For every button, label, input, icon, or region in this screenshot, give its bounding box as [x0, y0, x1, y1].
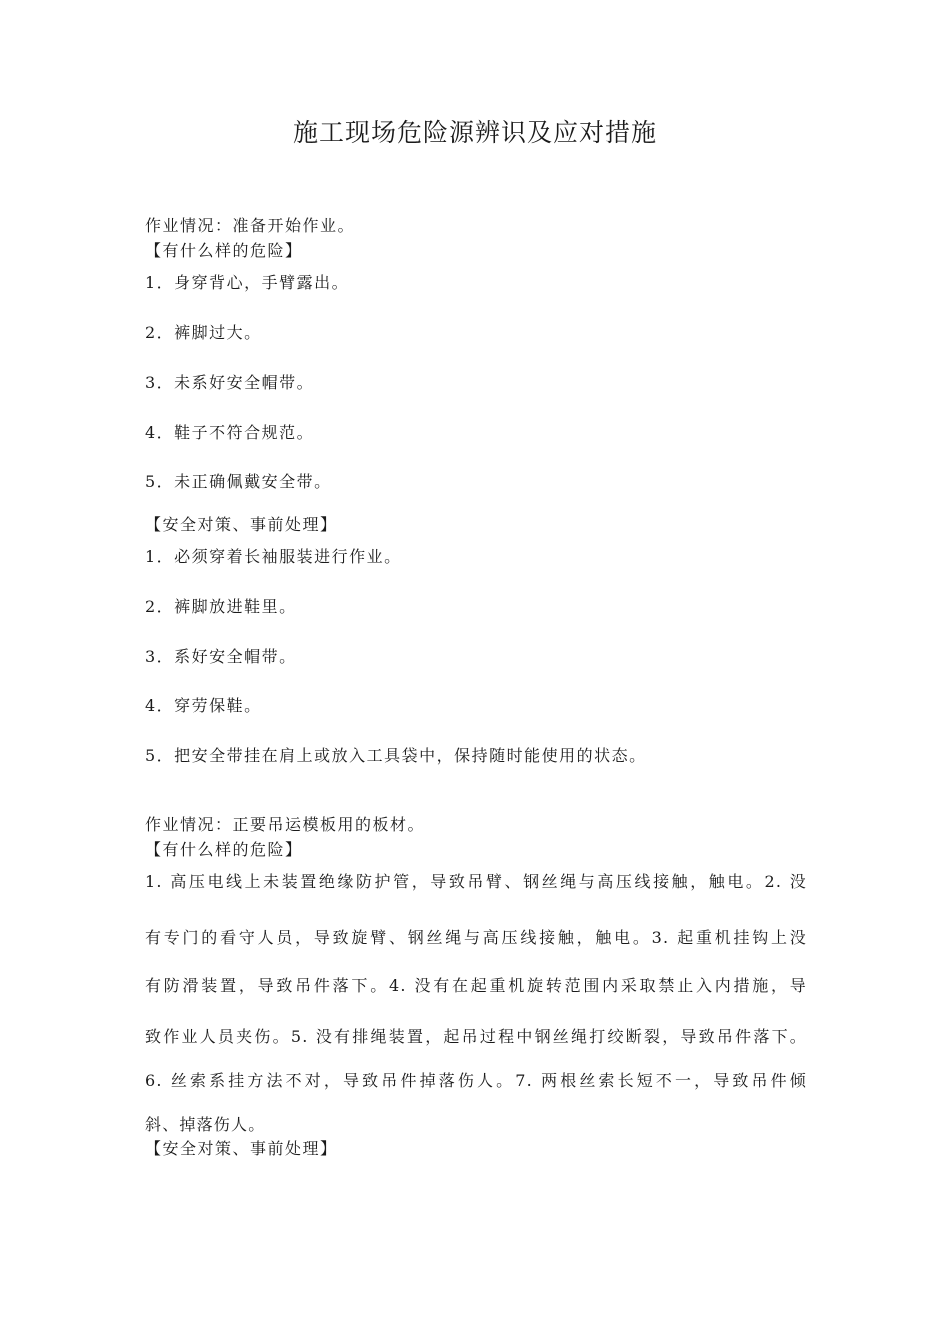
section2-situation: 作业情况：正要吊运模板用的板材。 [145, 815, 426, 834]
section1-measure-item: 5．把安全带挂在肩上或放入工具袋中，保持随时能使用的状态。 [145, 746, 647, 765]
section1-hazard-item: 5．未正确佩戴安全带。 [145, 472, 332, 491]
section2-hazards-paragraph [145, 870, 807, 1140]
section1-measure-item: 1．必须穿着长袖服装进行作业。 [145, 547, 402, 566]
section1-hazard-item: 3．未系好安全帽带。 [145, 373, 315, 392]
section1-hazard-item: 2．裤脚过大。 [145, 323, 262, 342]
section2-hazards-line: 致作业人员夹伤。5. 没有排绳装置，起吊过程中钢丝绳打绞断裂，导致吊件落下。 [145, 1027, 807, 1046]
section1-measure-item: 2．裤脚放进鞋里。 [145, 597, 297, 616]
section1-measures-heading: 【安全对策、事前处理】 [145, 515, 338, 534]
section1-measure-item: 3．系好安全帽带。 [145, 647, 297, 666]
section2-hazards-heading: 【有什么样的危险】 [145, 840, 303, 859]
section1-hazard-item: 1．身穿背心，手臂露出。 [145, 273, 350, 292]
section2-hazards-line: 1. 高压电线上未装置绝缘防护管，导致吊臂、钢丝绳与高压线接触，触电。2. 没 [145, 872, 807, 891]
section1-hazards-heading: 【有什么样的危险】 [145, 241, 303, 260]
section1-hazard-item: 4．鞋子不符合规范。 [145, 423, 315, 442]
section2-hazards-line: 有专门的看守人员，导致旋臂、钢丝绳与高压线接触，触电。3. 起重机挂钩上没 [145, 928, 807, 947]
document-title: 施工现场危险源辨识及应对措施 [292, 118, 657, 147]
section2-hazards-line: 斜、掉落伤人。 [145, 1115, 266, 1134]
section1-situation: 作业情况：准备开始作业。 [145, 216, 356, 235]
section1-measure-item: 4．穿劳保鞋。 [145, 696, 262, 715]
section2-hazards-line: 6. 丝索系挂方法不对，导致吊件掉落伤人。7. 两根丝索长短不一，导致吊件倾 [145, 1071, 807, 1090]
section2-measures-heading: 【安全对策、事前处理】 [145, 1139, 338, 1158]
section2-hazards-line: 有防滑装置，导致吊件落下。4. 没有在起重机旋转范围内采取禁止入内措施，导 [145, 976, 807, 995]
